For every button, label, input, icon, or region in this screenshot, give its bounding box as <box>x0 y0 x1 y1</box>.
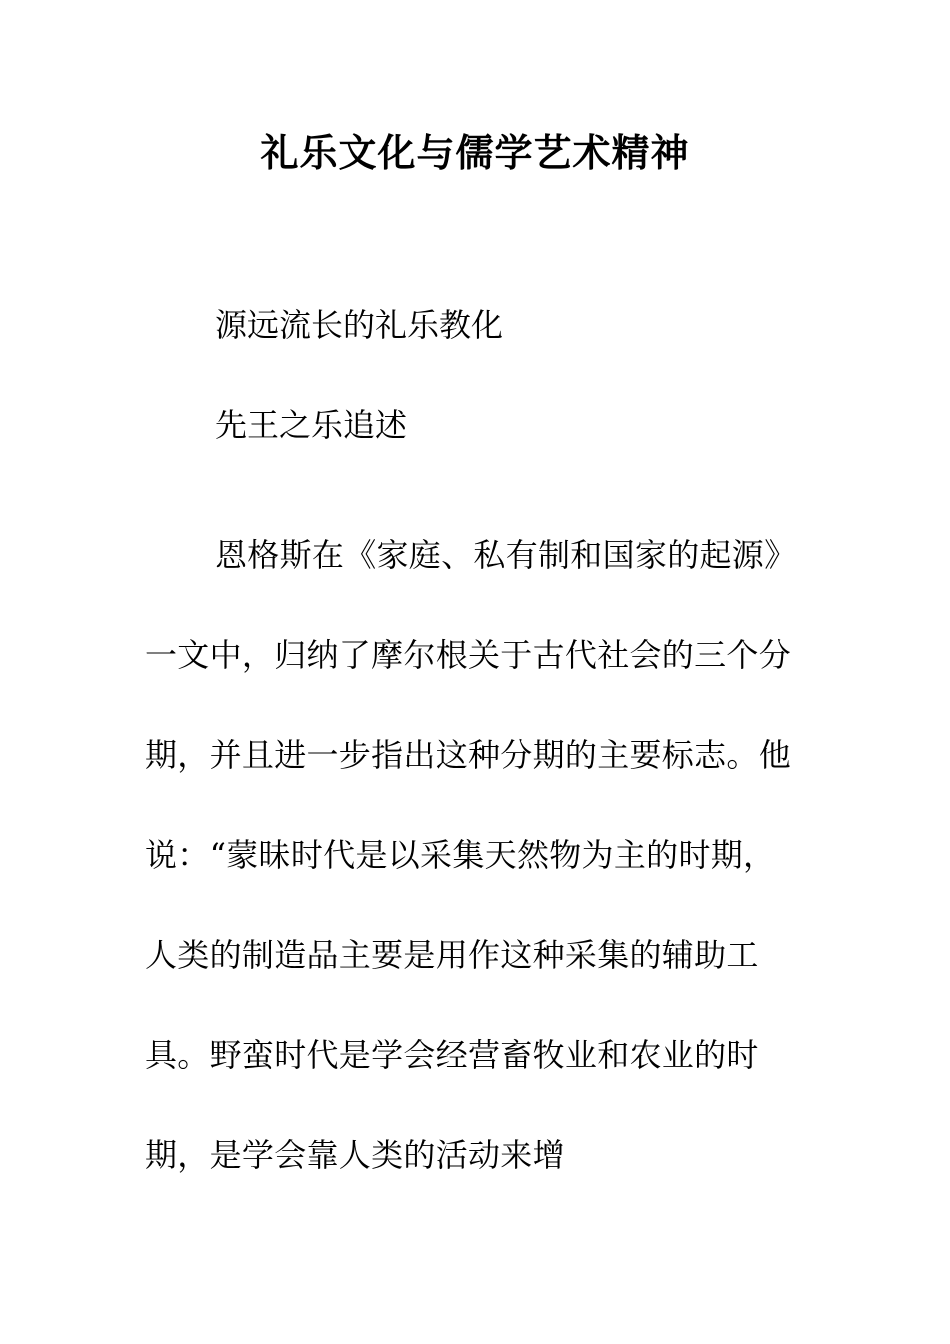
subsection-heading: 先王之乐追述 <box>215 406 408 444</box>
document-title: 礼乐文化与儒学艺术精神 <box>260 130 690 175</box>
section-heading: 源远流长的礼乐教化 <box>215 306 504 344</box>
body-paragraph: 恩格斯在《家庭、私有制和国家的起源》一文中，归纳了摩尔根关于古代社会的三个分期，并且进一步指出这种分期的主要标志。他说：“蒙昧时代是以采集天然物为主的时期，人类的制造品主要是用作这种采集的辅助工具。野蛮时代是学会经营畜牧业和农业的时期，是学会靠人类的活动来增 <box>145 536 792 1174</box>
